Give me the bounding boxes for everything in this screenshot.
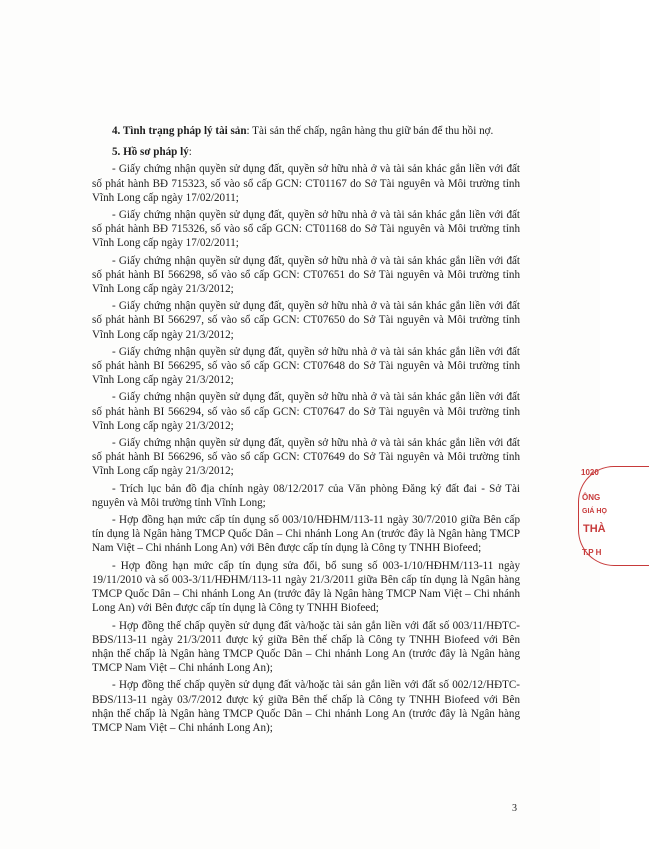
list-item: - Hợp đồng hạn mức cấp tín dụng sửa đổi, bổ sung số 003-1/10/HĐHM/113-11 ngày 19/11/2010 và số 003-3/11/HĐHM/113-11 ngày 21/3/2011 giữa Bên cấp tín dụng là Ngân hàng TMCP Quốc Dân – Chi nhánh Long An (trước đây là Ngân hàng TMCP Nam Việt – Chi nhánh Long An) với Bên được cấp tín dụng là Công ty TNHH Biofeed; bbox=[92, 559, 520, 615]
seal-text: ÔNG bbox=[582, 493, 601, 502]
section-5-heading bbox=[92, 145, 520, 159]
section-4-text: : Tài sản thế chấp, ngân hàng thu giữ bán để thu hồi nợ. bbox=[246, 125, 494, 137]
list-item: - Trích lục bản đồ địa chính ngày 08/12/2017 của Văn phòng Đăng ký đất đai - Sở Tài nguyên và Môi trường tỉnh Vĩnh Long; bbox=[92, 482, 520, 509]
list-item: - Giấy chứng nhận quyền sử dụng đất, quyền sở hữu nhà ở và tài sản khác gắn liền với đất số phát hành BĐ 715326, số vào sổ cấp GCN: CT01168 do Sở Tài nguyên và Môi trường tỉnh Vĩnh Long cấp ngày 17/02/2011; bbox=[92, 209, 520, 250]
seal-text: T.P H bbox=[582, 548, 602, 557]
list-item: - Hợp đồng thế chấp quyền sử dụng đất và/hoặc tài sản gắn liền với đất số 002/12/HĐTC-BĐS/113-11 ngày 03/7/2012 được ký giữa Bên thế chấp là Công ty TNHH Biofeed với Bên nhận thế chấp là Ngân hàng TMCP Quốc Dân – Chi nhánh Long An (trước đây là Ngân hàng TMCP Nam Việt – Chi nhánh Long An); bbox=[92, 679, 520, 734]
seal-text: 1020 bbox=[581, 468, 599, 477]
list-item: - Giấy chứng nhận quyền sử dụng đất, quyền sở hữu nhà ở và tài sản khác gắn liền với đất số phát hành BĐ 715323, số vào sổ cấp GCN: CT01167 do Sở Tài nguyên và Môi trường tỉnh Vĩnh Long cấp ngày 17/02/2011; bbox=[92, 163, 520, 204]
list-item: - Giấy chứng nhận quyền sử dụng đất, quyền sở hữu nhà ở và tài sản khác gắn liền với đất số phát hành BI 566296, số vào sổ cấp GCN: CT07649 do Sở Tài nguyên và Môi trường tỉnh Vĩnh Long cấp ngày 21/3/2012; bbox=[92, 437, 520, 478]
section-5-label: 5. Hồ sơ pháp lý bbox=[112, 146, 189, 159]
seal-text: GIÁ HỌ bbox=[582, 508, 607, 515]
list-item: - Hợp đồng hạn mức cấp tín dụng số 003/10/HĐHM/113-11 ngày 30/7/2010 giữa Bên cấp tín dụng là Ngân hàng TMCP Quốc Dân – Chi nhánh Long An (trước đây là Ngân hàng TMCP Nam Việt – Chi nhánh Long An) với Bên được cấp tín dụng là Công ty TNHH Biofeed; bbox=[92, 514, 520, 555]
document-body bbox=[92, 124, 520, 738]
seal-text: THÀ bbox=[583, 523, 606, 535]
section-4-label: 4. Tình trạng pháp lý tài sản bbox=[112, 125, 247, 137]
red-seal-stamp bbox=[578, 466, 607, 564]
list-item: - Giấy chứng nhận quyền sử dụng đất, quyền sở hữu nhà ở và tài sản khác gắn liền với đất số phát hành BI 566294, số vào sổ cấp GCN: CT07647 do Sở Tài nguyên và Môi trường tỉnh Vĩnh Long cấp ngày 21/3/2012; bbox=[92, 391, 520, 432]
section-5-suffix: : bbox=[188, 146, 192, 159]
page-number: 3 bbox=[512, 803, 517, 814]
list-item: - Giấy chứng nhận quyền sử dụng đất, quyền sở hữu nhà ở và tài sản khác gắn liền với đất số phát hành BI 566297, số vào sổ cấp GCN: CT07650 do Sở Tài nguyên và Môi trường tỉnh Vĩnh Long cấp ngày 21/3/2012; bbox=[92, 300, 520, 341]
list-item: - Giấy chứng nhận quyền sử dụng đất, quyền sở hữu nhà ở và tài sản khác gắn liền với đất số phát hành BI 566295, số vào sổ cấp GCN: CT07648 do Sở Tài nguyên và Môi trường tỉnh Vĩnh Long cấp ngày 21/3/2012; bbox=[92, 345, 520, 387]
list-item: - Hợp đồng thế chấp quyền sử dụng đất và/hoặc tài sản gắn liền với đất số 003/11/HĐTC-BĐS/113-11 ngày 21/3/2011 được ký giữa Bên thế chấp là Công ty TNHH Biofeed với Bên nhận thế chấp là Ngân hàng TMCP Quốc Dân – Chi nhánh Long An (trước đây là Ngân hàng TMCP Nam Việt – Chi nhánh Long An); bbox=[92, 619, 520, 675]
section-4-paragraph bbox=[92, 124, 520, 138]
list-item: - Giấy chứng nhận quyền sử dụng đất, quyền sở hữu nhà ở và tài sản khác gắn liền với đất số phát hành BI 566298, số vào sổ cấp GCN: CT07651 do Sở Tài nguyên và Môi trường tỉnh Vĩnh Long cấp ngày 21/3/2012; bbox=[92, 254, 520, 296]
